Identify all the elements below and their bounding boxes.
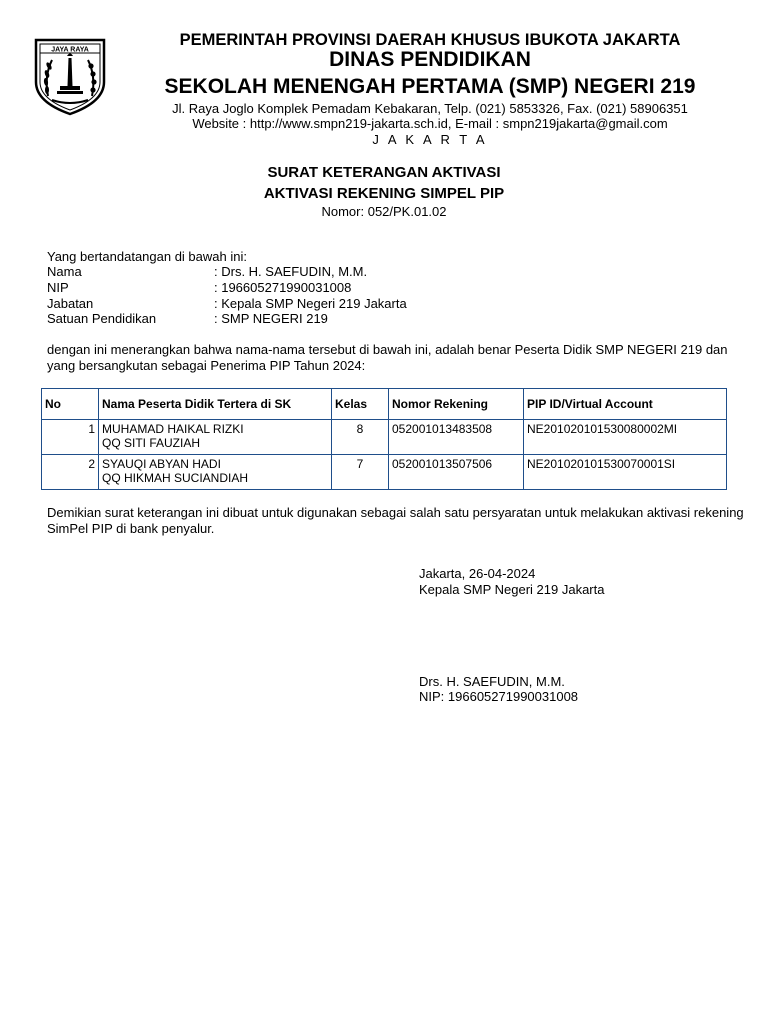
recipient-table [41, 388, 727, 490]
signature-nip: NIP: 196605271990031008 [419, 689, 579, 704]
cell-name [99, 455, 332, 490]
student-name: MUHAMAD HAIKAL RIZKI [102, 422, 244, 436]
student-name: SYAUQI ABYAN HADI [102, 457, 221, 471]
column-header-pip-id: PIP ID/Virtual Account [524, 389, 727, 420]
cell-no: 1 [42, 420, 99, 455]
closing-text: Demikian surat keterangan ini dibuat untuk digunakan sebagai salah satu persyaratan untuk melakukan aktivasi rekening SimPel PIP di bank penyalur. [47, 505, 744, 536]
letter-number: Nomor: 052/PK.01.02 [321, 204, 447, 219]
column-header-kelas: Kelas [332, 389, 389, 420]
header-city: J A K A R T A [372, 132, 488, 147]
header-government-line: PEMERINTAH PROVINSI DAERAH KHUSUS IBUKOTA JAKARTA [179, 31, 681, 49]
header-contact: Website : http://www.smpn219-jakarta.sch.id, E-mail : smpn219jakarta@gmail.com [192, 116, 668, 131]
intro-text: Yang bertandatangan di bawah ini: [47, 249, 247, 264]
signature-place-date: Jakarta, 26-04-2024 [419, 566, 536, 581]
cell-pip-id: NE201020101530070001SI [524, 455, 727, 490]
svg-text:JAYA RAYA: JAYA RAYA [51, 46, 89, 54]
signature-name: Drs. H. SAEFUDIN, M.M. [419, 674, 565, 689]
header-department: DINAS PENDIDIKAN [329, 48, 531, 71]
guardian-name: QQ SITI FAUZIAH [102, 436, 201, 450]
column-header-name: Nama Peserta Didik Tertera di SK [99, 389, 332, 420]
cell-rekening: 052001013483508 [389, 420, 524, 455]
table-row [42, 420, 727, 455]
signature-position: Kepala SMP Negeri 219 Jakarta [419, 582, 605, 597]
field-value: : 196605271990031008 [214, 280, 352, 295]
statement-text: dengan ini menerangkan bahwa nama-nama tersebut di bawah ini, adalah benar Peserta Didik SMP NEGERI 219 dan yang bersangkutan sebagai Penerima PIP Tahun 2024: [47, 342, 728, 373]
cell-name [99, 420, 332, 455]
field-label: Satuan Pendidikan [47, 311, 157, 326]
header-school-name: SEKOLAH MENENGAH PERTAMA (SMP) NEGERI 219 [164, 75, 696, 98]
field-label: Jabatan [47, 296, 94, 311]
cell-kelas: 7 [332, 455, 389, 490]
guardian-name: QQ HIKMAH SUCIANDIAH [102, 471, 249, 485]
field-value: : Kepala SMP Negeri 219 Jakarta [214, 296, 407, 311]
cell-pip-id: NE201020101530080002MI [524, 420, 727, 455]
field-label: Nama [47, 264, 82, 279]
cell-rekening: 052001013507506 [389, 455, 524, 490]
letter-subtitle: AKTIVASI REKENING SIMPEL PIP [263, 185, 505, 202]
table-header-row [42, 389, 727, 420]
cell-kelas: 8 [332, 420, 389, 455]
jakarta-crest-logo [30, 36, 110, 116]
letter-title: SURAT KETERANGAN AKTIVASI [267, 164, 501, 181]
cell-no: 2 [42, 455, 99, 490]
table-row [42, 455, 727, 490]
field-value: : Drs. H. SAEFUDIN, M.M. [214, 264, 368, 279]
header-address: Jl. Raya Joglo Komplek Pemadam Kebakaran, Telp. (021) 5853326, Fax. (021) 58906351 [172, 101, 688, 116]
field-value: : SMP NEGERI 219 [214, 311, 328, 326]
column-header-rekening: Nomor Rekening [389, 389, 524, 420]
field-label: NIP [47, 280, 69, 295]
column-header-no: No [42, 389, 99, 420]
